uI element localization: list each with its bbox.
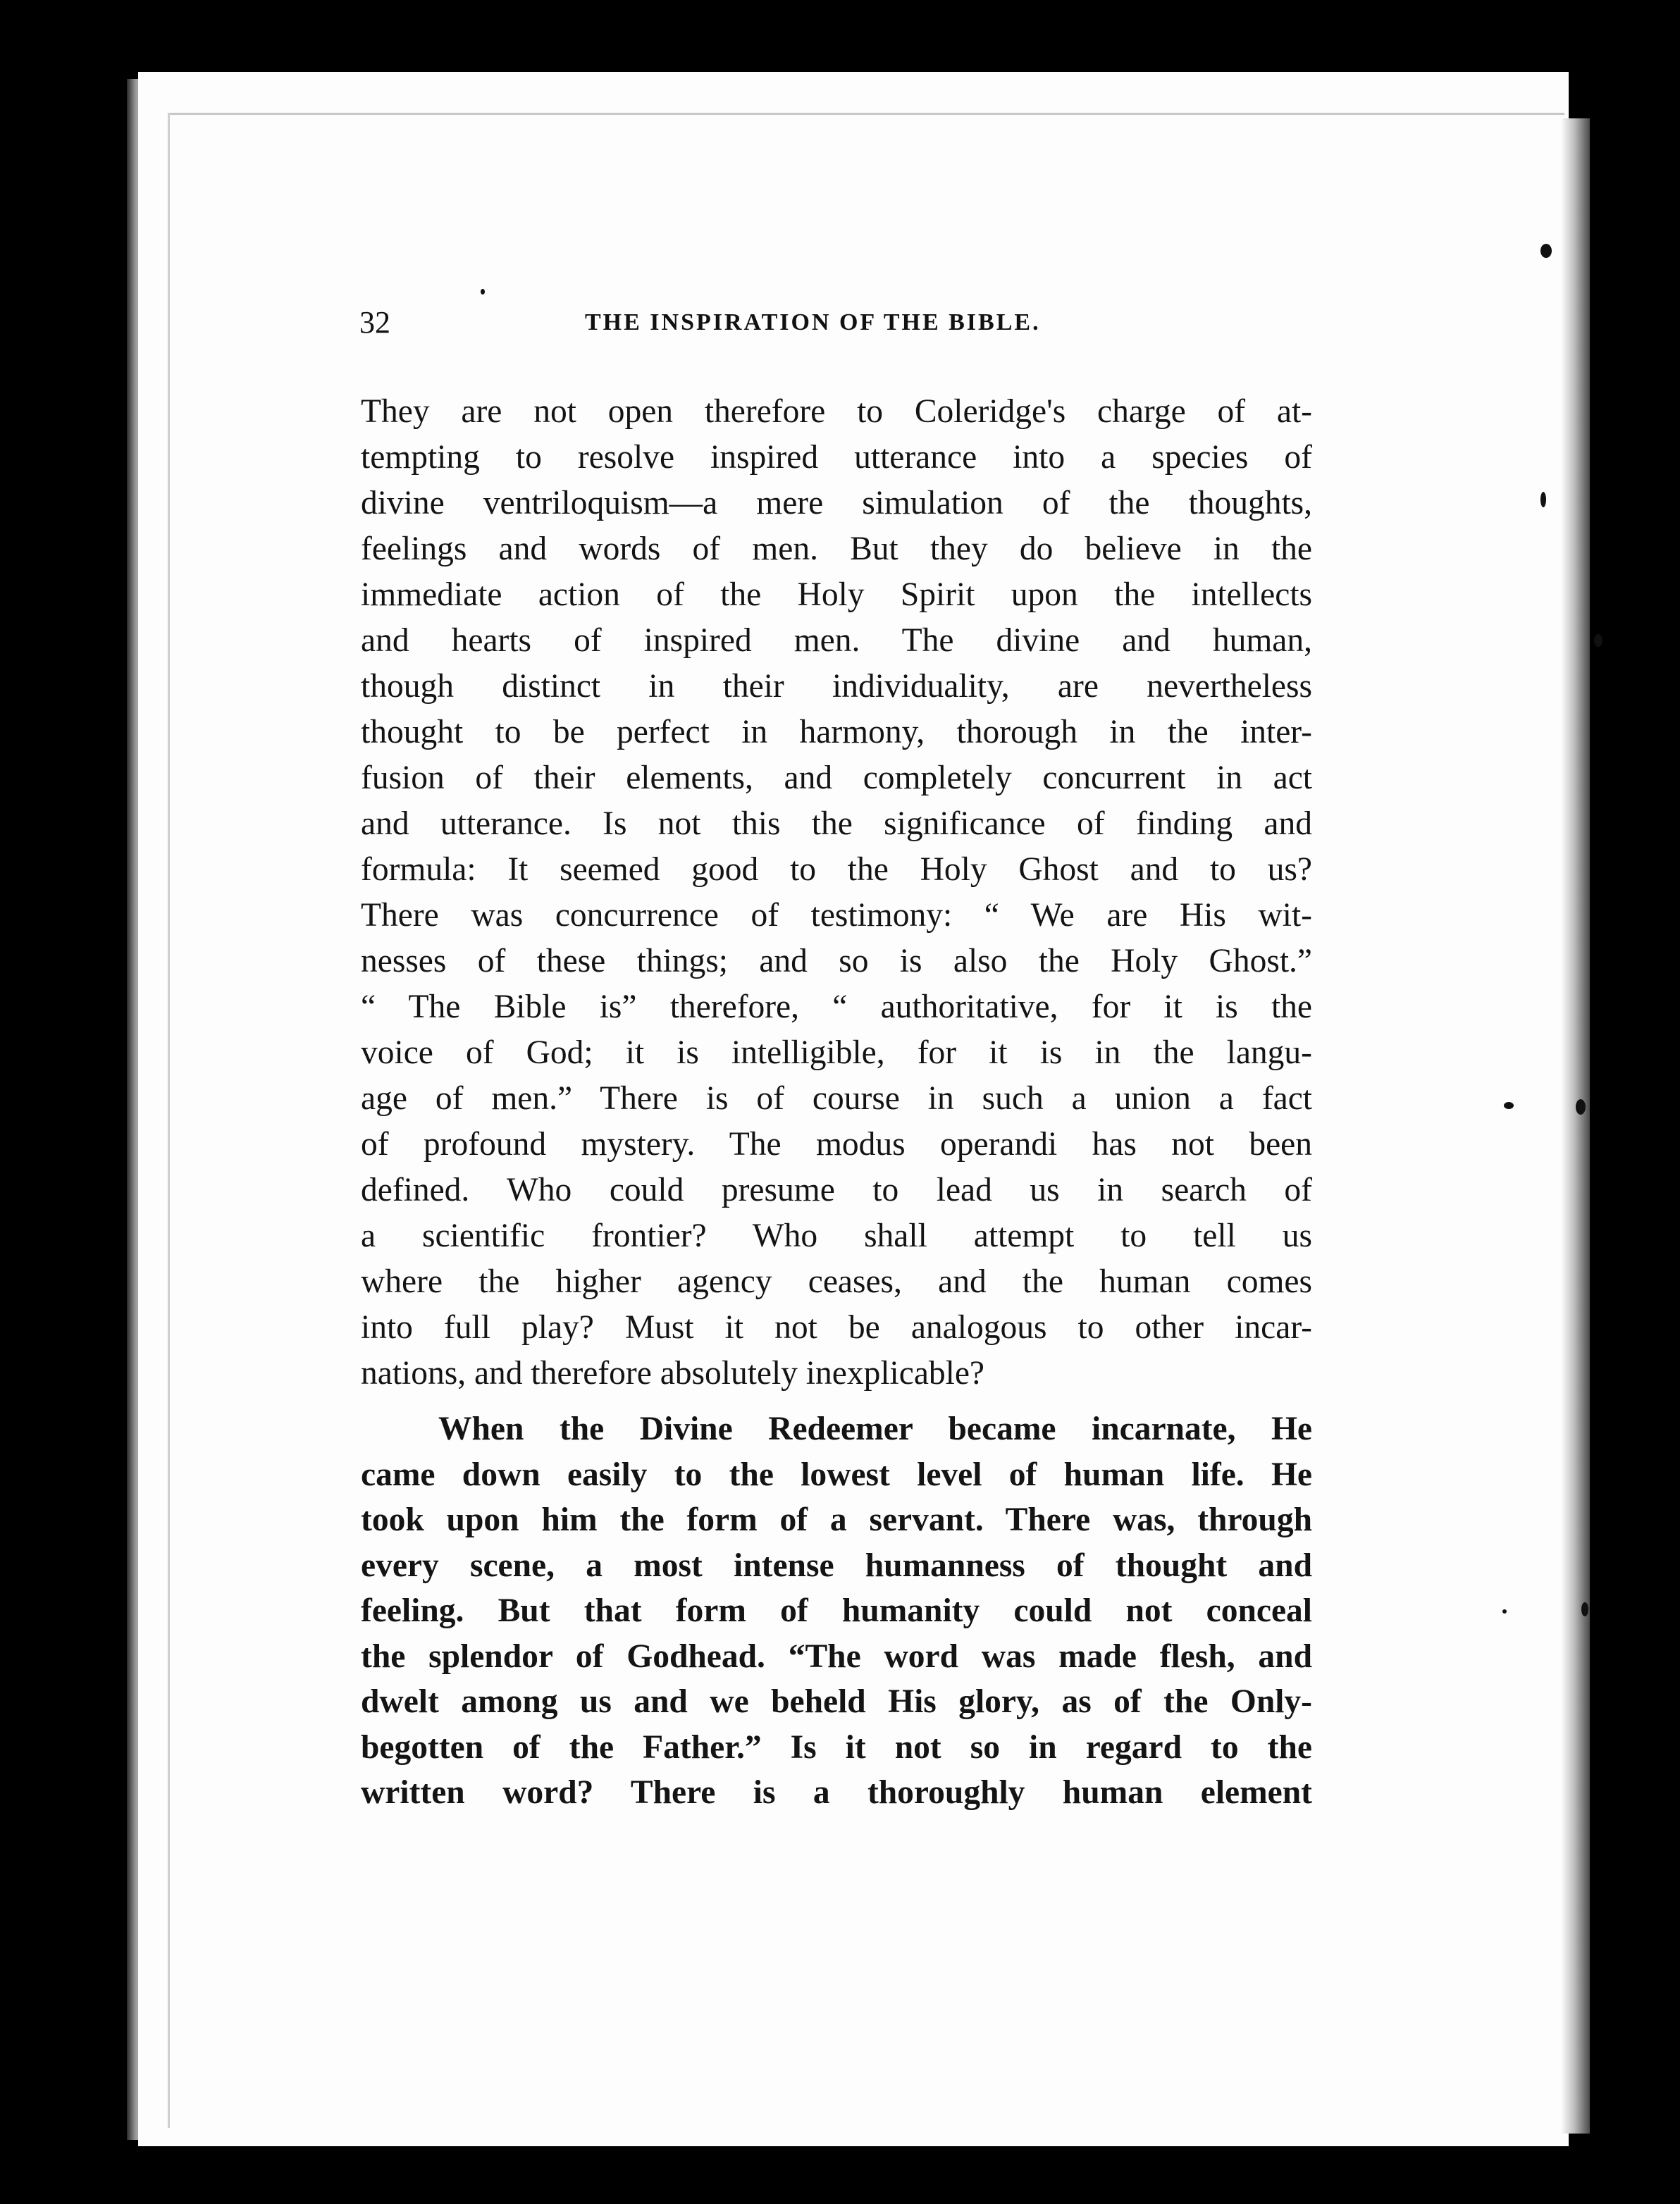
text-line: feeling. But that form of humanity could not conceal: [361, 1592, 1312, 1629]
text-line: nesses of these things; and so is also the Holy Ghost.”: [361, 943, 1312, 979]
text-line: They are not open therefore to Coleridge's charge of at-: [361, 393, 1312, 430]
text-line: the splendor of Godhead. “The word was made flesh, and: [361, 1637, 1312, 1675]
text-line: a scientific frontier? Who shall attempt to tell us: [361, 1218, 1312, 1254]
margin-speck: [1576, 1099, 1586, 1115]
text-line: took upon him the form of a servant. There was, through: [361, 1502, 1312, 1538]
page-border-left: [168, 113, 170, 2128]
paragraph-1: [361, 389, 1312, 1397]
text-line: immediate action of the Holy Spirit upon the intellects: [361, 576, 1312, 613]
page-header: [359, 302, 1318, 344]
text-line: tempting to resolve inspired utterance into a species of: [361, 439, 1312, 476]
text-line: though distinct in their individuality, are nevertheless: [361, 668, 1312, 705]
text-line: feelings and words of men. But they do believe in the: [361, 531, 1312, 567]
text-line: thought to be perfect in harmony, thorough in the inter-: [361, 714, 1312, 750]
body-text: [361, 389, 1312, 1816]
text-line: begotten of the Father.” Is it not so in regard to the: [361, 1728, 1312, 1766]
running-title: THE INSPIRATION OF THE BIBLE.: [585, 309, 1041, 335]
text-line: and hearts of inspired men. The divine and human,: [361, 622, 1312, 659]
text-line: There was concurrence of testimony: “ We are His wit-: [361, 897, 1312, 934]
text-line: came down easily to the lowest level of human life. He: [361, 1456, 1312, 1493]
margin-speck: [1502, 1609, 1507, 1614]
margin-speck: [1581, 1602, 1588, 1616]
text-line: voice of God; it is intelligible, for it is in the langu-: [361, 1034, 1312, 1071]
text-line: formula: It seemed good to the Holy Ghost and to us?: [361, 851, 1312, 888]
text-line: dwelt among us and we beheld His glory, as of the Only-: [361, 1683, 1312, 1720]
paragraph-2: [361, 1406, 1312, 1816]
text-line: fusion of their elements, and completely concurrent in act: [361, 760, 1312, 796]
text-line: where the higher agency ceases, and the human comes: [361, 1263, 1312, 1300]
text-line: and utterance. Is not this the significance of finding and: [361, 805, 1312, 842]
margin-speck: [481, 289, 485, 295]
page-edge-right: [1562, 118, 1590, 2134]
text-line: defined. Who could presume to lead us in search of: [361, 1172, 1312, 1208]
text-line: divine ventriloquism—a mere simulation of the thoughts,: [361, 485, 1312, 521]
margin-speck: [1504, 1102, 1514, 1109]
text-line: When the Divine Redeemer became incarnate, He: [438, 1411, 1312, 1447]
text-line: “ The Bible is” therefore, “ authoritative, for it is the: [361, 989, 1312, 1025]
margin-speck: [1594, 634, 1602, 647]
text-line: every scene, a most intense humanness of thought and: [361, 1547, 1312, 1584]
text-line: of profound mystery. The modus operandi has not been: [361, 1126, 1312, 1163]
page-number: 32: [359, 305, 390, 340]
margin-speck: [1540, 244, 1552, 258]
margin-speck: [1540, 492, 1546, 507]
text-line: into full play? Must it not be analogous to other incar-: [361, 1309, 1312, 1346]
text-line: nations, and therefore absolutely inexplicable?: [361, 1355, 985, 1392]
page-border-top: [169, 113, 1564, 115]
text-line: written word? There is a thoroughly human element: [361, 1774, 1312, 1811]
text-line: age of men.” There is of course in such a union a fact: [361, 1080, 1312, 1117]
